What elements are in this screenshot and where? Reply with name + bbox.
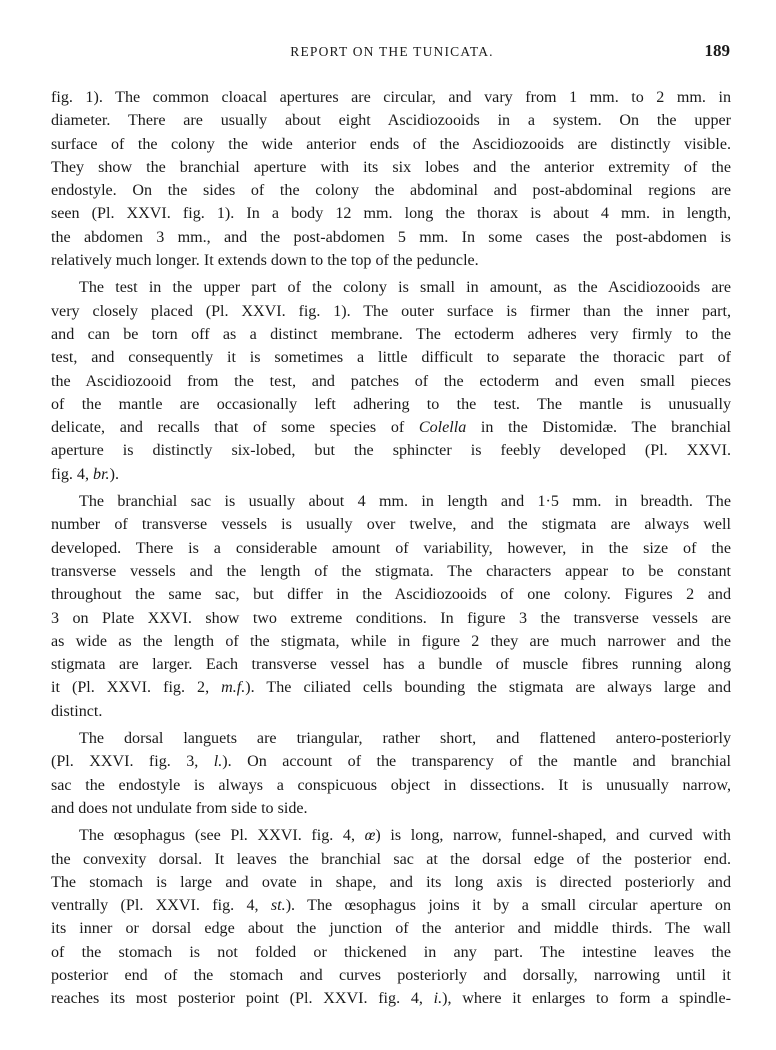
text-line: fig. 1). The common cloacal apertures are circular, and vary from 1 mm. to 2 mm. in: [51, 89, 731, 106]
text-line: relatively much longer. It extends down to the top of the peduncle.: [51, 252, 479, 270]
page-number: 189: [704, 41, 730, 60]
text-line: seen (Pl. XXVI. fig. 1). In a body 12 mm. long the thorax is about 4 mm. in length,: [51, 205, 731, 223]
text-line: the Ascidiozooid from the test, and patches of the ectoderm and even small pieces: [51, 372, 731, 390]
paragraph-2: [51, 276, 731, 486]
text-line: very closely placed (Pl. XXVI. fig. 1). The outer surface is firmer than the inner part,: [51, 302, 731, 320]
text-line: its inner or dorsal edge about the junction of the anterior and middle thirds. The wall: [51, 920, 731, 938]
text-line: throughout the same sac, but differ in the Ascidiozooids of one colony. Figures 2 and: [51, 586, 731, 604]
text-line: distinct.: [51, 702, 103, 720]
text-line: the abdomen 3 mm., and the post-abdomen 5 mm. In some cases the post-abdomen is: [51, 228, 731, 246]
text-line: developed. There is a considerable amount of variability, however, in the size of the: [51, 539, 731, 557]
text-line: aperture is distinctly six-lobed, but the sphincter is feebly developed (Pl. XXVI.: [51, 442, 731, 460]
text-line: 3 on Plate XXVI. show two extreme conditions. In figure 3 the transverse vessels are: [51, 609, 731, 627]
text-line: fig. 4, br.).: [51, 465, 119, 483]
text-line: (Pl. XXVI. fig. 3, l.). On account of the transparency of the mantle and branchial: [51, 753, 731, 771]
text-line: The stomach is large and ovate in shape, and its long axis is directed posteriorly and: [51, 873, 731, 891]
text-line: transverse vessels and the length of the stigmata. The characters appear to be constant: [51, 562, 731, 580]
text-line: posterior end of the stomach and curves posteriorly and dorsally, narrowing until it: [51, 966, 731, 984]
paragraph-5: [51, 824, 731, 1010]
paragraph-1: [51, 86, 731, 272]
text-line: The dorsal languets are triangular, rather short, and flattened antero-posteriorly: [79, 730, 731, 748]
text-line: it (Pl. XXVI. fig. 2, m.f.). The ciliated cells bounding the stigmata are always large and: [51, 679, 732, 697]
text-line: and does not undulate from side to side.: [51, 799, 308, 817]
text-line: the convexity dorsal. It leaves the branchial sac at the dorsal edge of the posterior end.: [51, 850, 731, 868]
text-line: reaches its most posterior point (Pl. XXVI. fig. 4, i.), where it enlarges to form a spindle-: [51, 990, 731, 1008]
text-line: The branchial sac is usually about 4 mm. in length and 1·5 mm. in breadth. The: [79, 493, 731, 511]
body-text: [51, 86, 731, 1015]
text-line: endostyle. On the sides of the colony the abdominal and post-abdominal regions are: [51, 182, 731, 200]
text-line: The test in the upper part of the colony is small in amount, as the Ascidiozooids are: [79, 279, 731, 297]
page-header: [52, 41, 732, 70]
text-line: They show the branchial aperture with its six lobes and the anterior extremity of the: [51, 158, 731, 176]
text-line: ventrally (Pl. XXVI. fig. 4, st.). The œsophagus joins it by a small circular aperture on: [51, 897, 731, 915]
text-line: diameter. There are usually about eight Ascidiozooids in a system. On the upper: [51, 112, 731, 130]
text-line: surface of the colony the wide anterior ends of the Ascidiozooids are distinctly visible.: [51, 135, 731, 153]
text-line: of the mantle are occasionally left adhering to the test. The mantle is unusually: [51, 395, 731, 413]
text-line: The œsophagus (see Pl. XXVI. fig. 4, œ) is long, narrow, funnel-shaped, and curved with: [79, 827, 731, 845]
text-line: and can be torn off as a distinct membrane. The ectoderm adheres very firmly to the: [51, 325, 731, 343]
text-line: test, and consequently it is sometimes a little difficult to separate the thoracic part of: [51, 349, 731, 367]
text-line: stigmata are larger. Each transverse vessel has a bundle of muscle fibres running along: [51, 656, 731, 674]
text-line: of the stomach is not folded or thickened in any part. The intestine leaves the: [51, 943, 731, 961]
text-line: delicate, and recalls that of some species of Colella in the Distomidæ. The branchial: [51, 419, 731, 437]
paragraph-4: [51, 727, 731, 820]
text-line: sac the endostyle is always a conspicuous object in dissections. It is unusually narrow,: [51, 776, 731, 794]
text-line: number of transverse vessels is usually over twelve, and the stigmata are always well: [51, 516, 731, 534]
text-line: as wide as the length of the stigmata, while in figure 2 they are much narrower and the: [51, 632, 731, 650]
running-title: REPORT ON THE TUNICATA.: [290, 44, 494, 59]
paragraph-3: [51, 490, 731, 723]
